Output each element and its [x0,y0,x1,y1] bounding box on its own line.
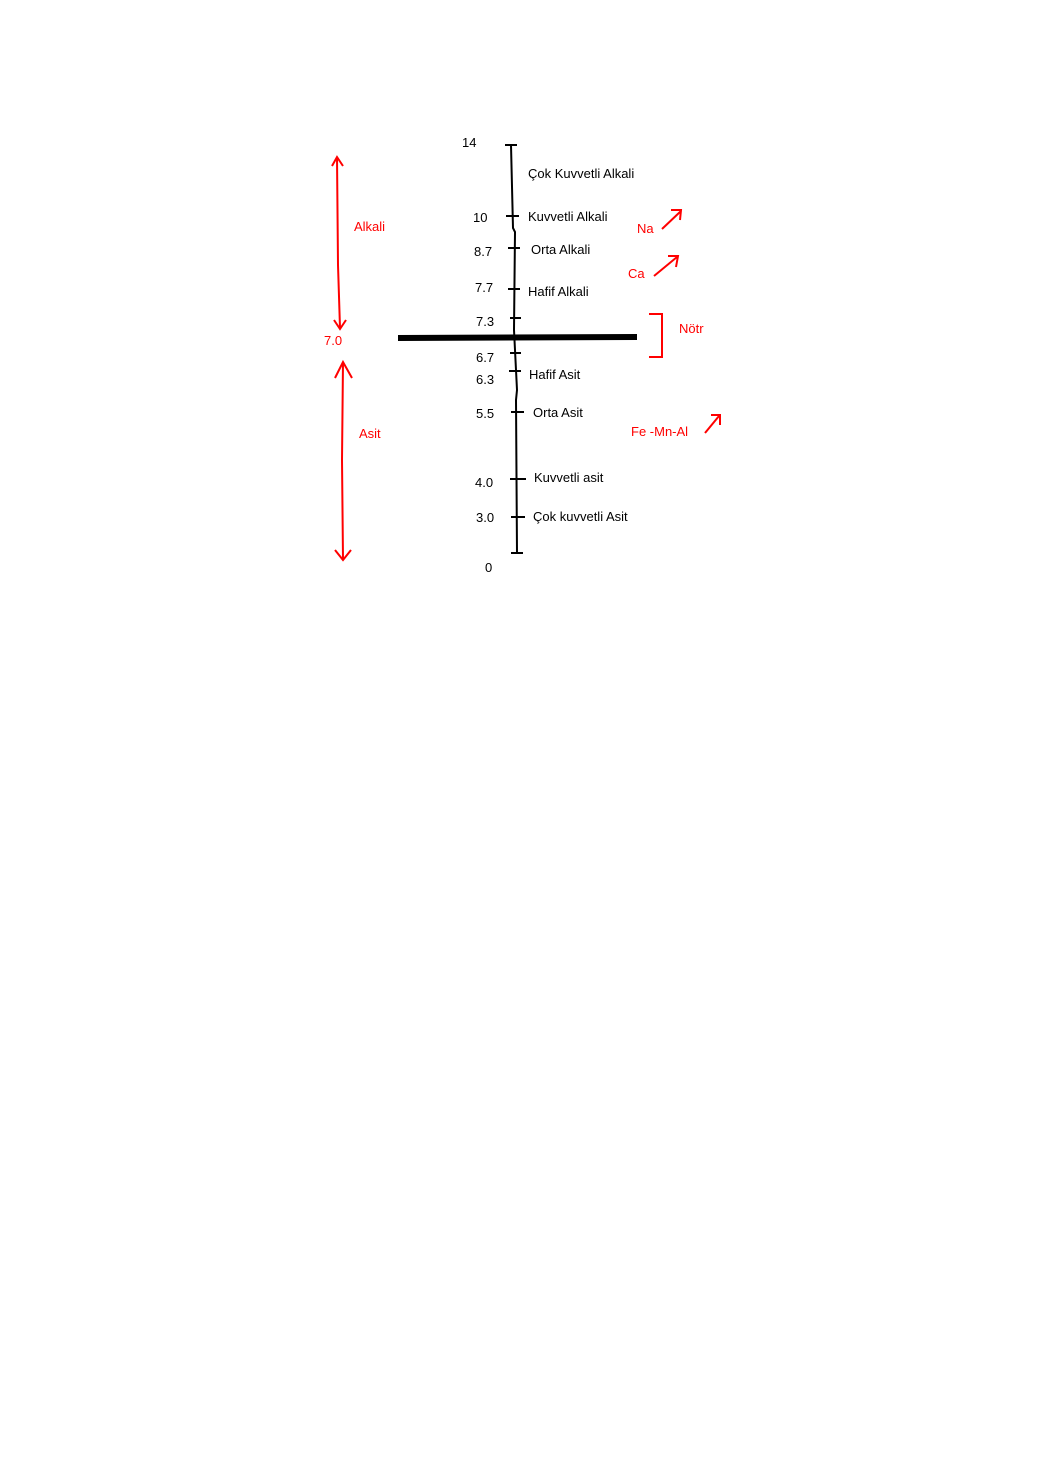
arrow-up-right-icon [705,415,720,433]
alkali-label: Alkali [354,219,386,234]
neutral-line [398,337,637,338]
alkali-arrow-shaft [337,157,340,328]
arrow-up-right-icon [662,210,681,229]
element-label-fe-mn-al: Fe -Mn-Al [631,424,689,439]
element-label-na: Na [637,221,654,236]
tick-label-5-5: 5.5 [476,406,495,421]
scale-top-label: 14 [462,135,477,150]
notr-label: Nötr [679,321,704,336]
ph-axis-line [511,145,517,553]
red-annotations [324,157,720,560]
tick-label-4-0: 4.0 [475,475,494,490]
neutral-value-label: 7.0 [324,333,343,348]
category-kuvvetli-asit: Kuvvetli asit [534,470,604,485]
asit-arrow-shaft [342,362,343,559]
asit-label: Asit [359,426,381,441]
element-label-ca: Ca [628,266,645,281]
category-top: Çok Kuvvetli Alkali [528,166,635,181]
tick-label-7-7: 7.7 [475,280,494,295]
category-kuvvetli-alkali: Kuvvetli Alkali [528,209,608,224]
category-hafif-asit: Hafif Asit [529,367,581,382]
category-orta-alkali: Orta Alkali [531,242,591,257]
tick-label-10: 10 [473,210,488,225]
category-orta-asit: Orta Asit [533,405,583,420]
tick-label-6-7: 6.7 [476,350,495,365]
tick-label-8-7: 8.7 [474,244,493,259]
category-hafif-alkali: Hafif Alkali [528,284,589,299]
scale-bottom-label: 0 [485,560,493,575]
category-cok-kuvvetli-asit: Çok kuvvetli Asit [533,509,628,524]
tick-label-3-0: 3.0 [476,510,495,525]
tick-label-6-3: 6.3 [476,372,495,387]
notr-bracket [649,314,662,357]
tick-label-7-3: 7.3 [476,314,495,329]
arrow-up-right-icon [654,256,678,276]
